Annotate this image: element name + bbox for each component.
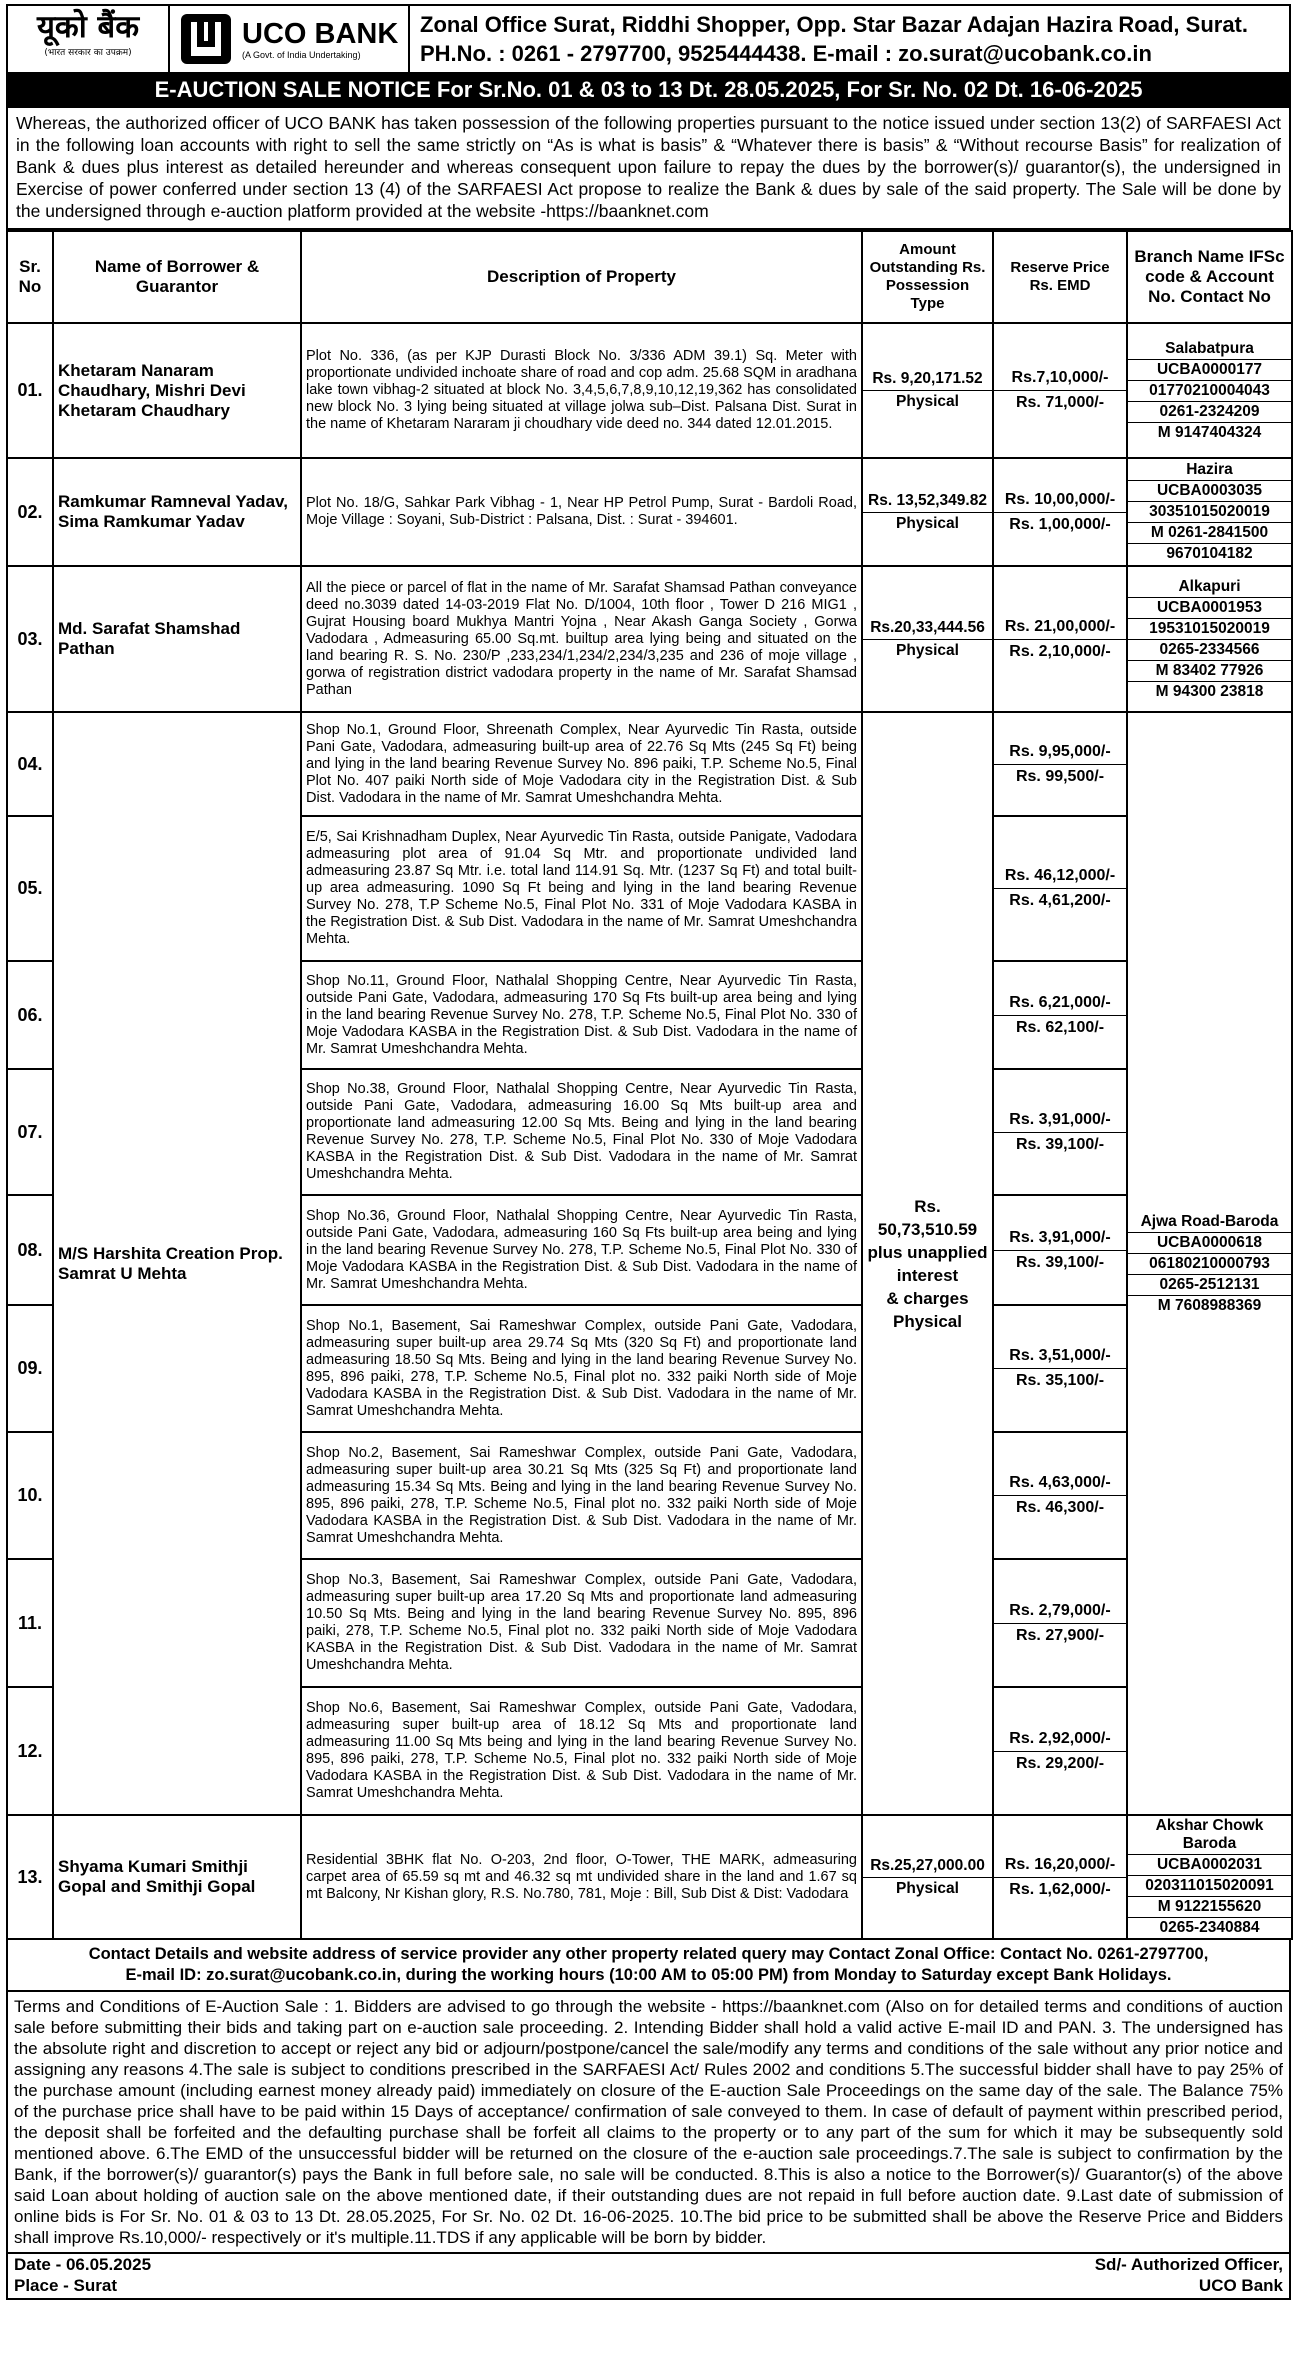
property-description: Shop No.38, Ground Floor, Nathalal Shopping Centre, Near Ayurvedic Tin Rasta, outside Pani Gate, Vadodara, admeasuring 16.00 Sq Mts built-up area and proportionate land admeasuring 12.00 Sq Mts. Being and lying in the land bearing Revenue Survey No. 278, T.P. Scheme No.5, Final Plot No. 330 of Moje Vadodara KASBA in the Registration Dist. & Sub Dist. Vadodara in the name of Mr. Samrat Umeshchandra Mehta. — [301, 1069, 862, 1195]
branch-line: 0265-2334566 — [1128, 640, 1291, 661]
emd: Rs. 1,00,000/- — [1009, 515, 1111, 533]
property-description: Shop No.36, Ground Floor, Nathalal Shopping Centre, Near Ayurvedic Tin Rasta, outside Pani Gate, Vadodara, admeasuring 160 Sq Fts built-up area being and lying in the land bearing Revenue Survey No. 278, T.P. Scheme No.5, Final Plot No. 330 of Moje Vadodara KASBA in the Registration Dist. & Sub Dist. Vadodara in the name of Mr. Samrat Umeshchandra Mehta. — [301, 1195, 862, 1305]
col-amount: Amount Outstanding Rs. Possession Type — [862, 231, 993, 323]
sr-no: 01. — [7, 323, 53, 458]
amount-cell — [862, 323, 993, 458]
reserve-price: Rs. 10,00,000/- — [994, 488, 1126, 513]
emd: Rs. 2,10,000/- — [1009, 642, 1111, 660]
reserve-price: Rs. 46,12,000/- — [994, 864, 1126, 889]
branch-line: Akshar Chowk Baroda — [1128, 1816, 1291, 1855]
intro-paragraph: Whereas, the authorized officer of UCO BANK has taken possession of the following properties pursuant to the notice issued under section 13(2) of SARFAESI Act in the following loan accounts with right to sell the same strictly on “As is what is basis” & “Whatever there is basis” & “Without recourse Basis” for realization of Bank & dues plus interest as detailed hereunder and whereas consequent upon failure to repay the dues by the borrower(s)/ guarantor(s), the undersigned in Exercise of power conferred under section 13 (4) of the SARFAESI Act propose to realize the Bank & dues by sale of the said property. The Sale will be done by the undersigned through e-auction platform provided at the website -https://baanknet.com — [6, 108, 1291, 230]
possession-type: Physical — [896, 393, 959, 410]
sr-no: 03. — [7, 566, 53, 712]
possession-type: Physical — [896, 514, 959, 532]
branch-cell — [1127, 712, 1292, 1815]
branch-cell — [1127, 1815, 1292, 1939]
branch-line: 06180210000793 — [1128, 1254, 1291, 1275]
reserve-price: Rs. 3,91,000/- — [994, 1108, 1126, 1133]
table-row — [7, 712, 1292, 816]
emd: Rs. 46,300/- — [1015, 1499, 1105, 1516]
property-description: Residential 3BHK flat No. O-203, 2nd floor, O-Tower, THE MARK, admeasuring carpet area of 65.59 sq mt and 46.32 sq mt undivided share in the land and 1.67 sq mt Balcony, Nr Kishan glory, R.S. No.780, 781, Moje : Bill, Sub Dist & Dist: Vadodara — [301, 1815, 862, 1939]
reserve-cell — [993, 1305, 1127, 1432]
branch-line: M 9122155620 — [1128, 1897, 1291, 1918]
bank-name: UCO BANK — [242, 18, 399, 50]
branch-cell — [1127, 323, 1292, 458]
sr-no: 02. — [7, 458, 53, 566]
branch-line: Hazira — [1128, 460, 1291, 481]
branch-line: M 9147404324 — [1157, 423, 1262, 441]
group-amount-line: Rs. — [914, 1196, 941, 1216]
branch-line: M 0261-2841500 — [1128, 523, 1291, 544]
branch-line: 0265-2340884 — [1159, 1919, 1260, 1936]
reserve-cell — [993, 961, 1127, 1069]
property-description: Plot No. 336, (as per KJP Durasti Block No. 3/336 ADM 39.1) Sq. Meter with proportionate undivided inchoate share of road and cop adm. 25.68 SQM in aradhana lake town vibhag-2 situated at block No. 3,4,5,6,7,8,9,10,12,19,362 has consolidated new block No. 3 lying being situated at village jolwa sub–Dist. Palsana Dist. Surat in the name of Khetaram Nararam ji choudhary vide deed no. 344 dated 12.01.2015. — [301, 323, 862, 458]
reserve-cell — [993, 1559, 1127, 1687]
reserve-cell — [993, 323, 1127, 458]
amount-cell — [862, 566, 993, 712]
branch-line: UCBA0000618 — [1128, 1233, 1291, 1254]
sr-no: 12. — [7, 1687, 53, 1815]
signature-line-1: Sd/- Authorized Officer, — [1094, 2255, 1283, 2274]
hindi-logo — [8, 6, 170, 72]
reserve-price: Rs.7,10,000/- — [994, 366, 1126, 391]
reserve-cell — [993, 458, 1127, 566]
reserve-price: Rs. 3,51,000/- — [994, 1344, 1126, 1369]
property-description: All the piece or parcel of flat in the name of Mr. Sarafat Shamsad Pathan conveyance deed no.3039 dated 14-03-2019 Flat No. D/1004, 10th floor , Tower D 216 MIG1 , Gujrat Housing board Mukhya Mantri Yojna , Near Akash Ganga Society , Gorwa Vadodara , Admeasuring 65.00 Sq.mt. builtup area lying being and situated on the land bearing R. S. No. 230/P ,233,234/1,234/2,234/3,235 and 236 of moje village , gorwa of registration district vadodara property in the name of Mr. Sarafat Shamsad Pathan — [301, 566, 862, 712]
borrower-name: Md. Sarafat Shamshad Pathan — [53, 566, 301, 712]
branch-line: M 7608988369 — [1157, 1296, 1262, 1314]
group-amount-line: 50,73,510.59 — [877, 1219, 978, 1239]
sr-no: 04. — [7, 712, 53, 816]
branch-cell — [1127, 458, 1292, 566]
table-row — [7, 1815, 1292, 1939]
emd: Rs. 71,000/- — [1015, 394, 1105, 411]
borrower-name: Khetaram Nanaram Chaudhary, Mishri Devi Khetaram Chaudhary — [53, 323, 301, 458]
reserve-cell — [993, 566, 1127, 712]
emd: Rs. 27,900/- — [1015, 1626, 1105, 1644]
office-address — [410, 6, 1289, 72]
table-row — [7, 566, 1292, 712]
amount-outstanding: Rs. 13,52,349.82 — [863, 490, 992, 513]
reserve-price: Rs. 16,20,000/- — [994, 1853, 1126, 1878]
group-amount-line: plus unapplied — [867, 1242, 988, 1262]
amount-outstanding: Rs.20,33,444.56 — [863, 617, 992, 640]
amount-outstanding: Rs. 9,20,171.52 — [863, 368, 992, 391]
reserve-cell — [993, 816, 1127, 961]
address-line-1: Zonal Office Surat, Riddhi Shopper, Opp. Star Bazar Adajan Hazira Road, Surat. — [420, 12, 1248, 37]
group-possession-type: Physical — [893, 1311, 962, 1331]
notice-title: E-AUCTION SALE NOTICE For Sr.No. 01 & 03 to 13 Dt. 28.05.2025, For Sr. No. 02 Dt. 16-06-2025 — [6, 72, 1291, 108]
emd: Rs. 35,100/- — [1015, 1372, 1105, 1389]
sr-no: 06. — [7, 961, 53, 1069]
sr-no: 05. — [7, 816, 53, 961]
notice-page — [6, 4, 1291, 2300]
emd: Rs. 1,62,000/- — [1009, 1880, 1111, 1898]
contact-details — [6, 1940, 1291, 1992]
borrower-name: Shyama Kumari Smithji Gopal and Smithji Gopal — [53, 1815, 301, 1939]
reserve-price: Rs. 2,79,000/- — [994, 1599, 1126, 1624]
branch-line: 30351015020019 — [1128, 502, 1291, 523]
hindi-bank-name: यूको बैंक — [36, 9, 140, 45]
notice-date: Date - 06.05.2025 — [14, 2255, 152, 2274]
table-row — [7, 458, 1292, 566]
col-borrower: Name of Borrower & Guarantor — [53, 231, 301, 323]
group-amount-line: interest — [896, 1265, 959, 1285]
branch-line: Ajwa Road-Baroda — [1128, 1212, 1291, 1233]
branch-line: UCBA0003035 — [1128, 481, 1291, 502]
amount-outstanding: Rs.25,27,000.00 — [863, 1855, 992, 1878]
branch-line: Salabatpura — [1128, 339, 1291, 360]
col-sr: Sr. No — [7, 231, 53, 323]
properties-table — [6, 230, 1293, 1940]
property-description: Shop No.2, Basement, Sai Rameshwar Complex, outside Pani Gate, Vadodara, admeasuring super built-up area 30.21 Sq Mts (325 Sq Ft) and proportionate land admeasuring 15.34 Sq Mts. Being and lying in the land bearing Revenue Survey No. 895, 896 paiki, 278, T.P. Scheme No.5, Final plot no. 332 paiki North side of Moje Vadodara KASBA in the Registration Dist. & Sub Dist. Vadodara in the name of Mr. Samrat Umeshchandra Mehta. — [301, 1432, 862, 1559]
branch-line: 19531015020019 — [1128, 619, 1291, 640]
contact-line-2: E-mail ID: zo.surat@ucobank.co.in, during the working hours (10:00 AM to 05:00 PM) from Monday to Saturday except Bank Holidays. — [125, 1966, 1172, 1984]
borrower-name: M/S Harshita Creation Prop. Samrat U Mehta — [53, 712, 301, 1815]
branch-line: 0261-2324209 — [1128, 402, 1291, 423]
branch-line: UCBA0000177 — [1128, 360, 1291, 381]
reserve-cell — [993, 1815, 1127, 1939]
bank-tagline: (A Govt. of India Undertaking) — [242, 50, 361, 60]
borrower-name: Ramkumar Ramneval Yadav, Sima Ramkumar Yadav — [53, 458, 301, 566]
reserve-price: Rs. 6,21,000/- — [994, 991, 1126, 1016]
reserve-price: Rs. 4,63,000/- — [994, 1471, 1126, 1496]
branch-line: Alkapuri — [1128, 577, 1291, 598]
col-reserve: Reserve Price Rs. EMD — [993, 231, 1127, 323]
property-description: Plot No. 18/G, Sahkar Park Vibhag - 1, Near HP Petrol Pump, Surat - Bardoli Road, Moje Village : Soyani, Sub-District : Palsana, Dist. : Surat - 394601. — [301, 458, 862, 566]
property-description: Shop No.1, Ground Floor, Shreenath Complex, Near Ayurvedic Tin Rasta, outside Pani Gate, Vadodara, admeasuring built-up area of 22.76 Sq Mts (245 Sq Ft) being and lying in the land bearing Revenue Survey No. 896 paiki, T.P. Scheme No.5, Final Plot No. 407 paiki North side of Moje Vadodara city in the Registration Dist. & Sub Dist. Vadodara in the name of Mr. Samrat Umeshchandra Mehta. — [301, 712, 862, 816]
footer — [6, 2254, 1291, 2300]
emd: Rs. 29,200/- — [1015, 1754, 1105, 1772]
amount-cell — [862, 458, 993, 566]
reserve-price: Rs. 21,00,000/- — [994, 615, 1126, 640]
sr-no: 07. — [7, 1069, 53, 1195]
sr-no: 13. — [7, 1815, 53, 1939]
branch-line: UCBA0001953 — [1128, 598, 1291, 619]
bank-logo — [170, 6, 410, 72]
sr-no: 10. — [7, 1432, 53, 1559]
emd: Rs. 99,500/- — [1015, 767, 1105, 785]
terms-and-conditions: Terms and Conditions of E-Auction Sale : 1. Bidders are advised to go through the website - https://baanknet.com (Also on for detailed terms and conditions of auction sale before submitting their bids and taking part on e-auction sale proceeding. 2. Intending Bidder shall hold a valid active E-mail ID and PAN. 3. The undersigned has the absolute right and discretion to accept or reject any bid or adjourn/postpone/cancel the sale/modify any terms and conditions of the sale without any prior notice and assigning any reasons 4.The sale is subject to conditions prescribed in the SARFAESI Act/ Rules 2002 and conditions 5.The successful bidder shall have to pay 25% of the purchase amount (including earnest money already paid) immediately on closure of the E-auction Sale Proceedings on the same day of the sale. The Balance 75% of the purchase price shall have to be paid within 15 Days of acceptance/ confirmation of sale conveyed to them. In case of default of payment within prescribed period, the deposit shall be forfeited and the defaulting purchase shall be forfeit all claims to the property or to any part of the sum for which it may be subsequently sold mentioned above. 6.The EMD of the unsuccessful bidder will be returned on the closure of the e-auction sale proceedings.7.The sale is subject to confirmation by the Bank, if the borrower(s)/ guarantor(s) pays the Bank in full before sale, no sale will be conducted. 8.This is also a notice to the Borrower(s)/ Guarantor(s) of the above said Loan about holding of auction sale on the above mentioned date, if their outstanding dues are not repaid in full before auction date. 9.Last date of submission of online bids is For Sr. No. 01 & 03 to 13 Dt. 28.05.2025, For Sr. No. 02 Dt. 16-06-2025. 10.The bid price to be submitted shall be above the Reserve Price and Bidders shall improve Rs.10,000/- respectively or it's multiple.11.TDS if any applicable will be born by bidder. — [6, 1992, 1291, 2254]
branch-line: 01770210004043 — [1128, 381, 1291, 402]
sr-no: 11. — [7, 1559, 53, 1687]
reserve-cell — [993, 1687, 1127, 1815]
uco-bank-logo-icon — [178, 11, 234, 67]
reserve-cell — [993, 712, 1127, 816]
emd: Rs. 39,100/- — [1015, 1135, 1105, 1153]
emd: Rs. 62,100/- — [1015, 1018, 1105, 1036]
reserve-price: Rs. 9,95,000/- — [994, 740, 1126, 765]
property-description: Shop No.11, Ground Floor, Nathalal Shopping Centre, Near Ayurvedic Tin Rasta, outside Pani Gate, Vadodara, admeasuring 170 Sq Fts built-up area being and lying in the land bearing Revenue Survey No. 278, T.P. Scheme No.5, Final Plot No. 330 of Moje Vadodara KASBA in the Registration Dist. & Sub Dist. Vadodara in the name of Mr. Samrat Umeshchandra Mehta. — [301, 961, 862, 1069]
property-description: E/5, Sai Krishnadham Duplex, Near Ayurvedic Tin Rasta, outside Panigate, Vadodara admeasuring plot area of 91.04 Sq Mtr. and proportionate undivided land admeasuring 23.87 Sq Mtr. i.e. total land 114.91 Sq. Mtr. (1237 Sq Ft) and total built-up area admeasuring. 1090 Sq Ft being and lying in the land bearing Revenue Survey No. 278, T.P Scheme No.5, Final Plot No. 331 of Moje Vadodara KASBA in the Registration Dist. & Sub Dist. Vadodara in the name of Mr. Samrat Umeshchandra Mehta. — [301, 816, 862, 961]
group-amount-line: & charges — [886, 1288, 969, 1308]
emd: Rs. 4,61,200/- — [1009, 892, 1111, 909]
reserve-price: Rs. 2,92,000/- — [994, 1727, 1126, 1752]
branch-line: UCBA0002031 — [1128, 1855, 1291, 1876]
amount-cell — [862, 1815, 993, 1939]
reserve-cell — [993, 1069, 1127, 1195]
branch-cell — [1127, 566, 1292, 712]
header — [6, 4, 1291, 72]
notice-place: Place - Surat — [14, 2276, 117, 2295]
reserve-cell — [993, 1195, 1127, 1305]
property-description: Shop No.6, Basement, Sai Rameshwar Complex, outside Pani Gate, Vadodara, admeasuring super built-up area of 18.12 Sq Mts and proportionate land admeasuring 11.00 Sq Mts being and lying in the land bearing Revenue Survey No. 895, 896 paiki, 278, T.P. Scheme No.5, Final plot no. 332 paiki North side of Moje Vadodara KASBA in the Registration Dist. & Sub Dist. Vadodara in the name of Mr. Samrat Umeshchandra Mehta. — [301, 1687, 862, 1815]
sr-no: 09. — [7, 1305, 53, 1432]
possession-type: Physical — [896, 641, 959, 659]
branch-line: M 94300 23818 — [1155, 682, 1264, 700]
hindi-tagline: (भारत सरकार का उपक्रम) — [44, 48, 132, 58]
contact-line-1: Contact Details and website address of service provider any other property related query may Contact Zonal Office: Contact No. 0261-2797700, — [88, 1945, 1209, 1963]
table-row — [7, 323, 1292, 458]
branch-line: 9670104182 — [1166, 545, 1253, 562]
branch-line: M 83402 77926 — [1128, 661, 1291, 682]
emd: Rs. 39,100/- — [1015, 1253, 1105, 1271]
branch-line: 0265-2512131 — [1128, 1275, 1291, 1296]
group-amount-cell — [862, 712, 993, 1815]
property-description: Shop No.3, Basement, Sai Rameshwar Complex, outside Pani Gate, Vadodara, admeasuring super built-up area 17.20 Sq Mts and proportionate land admeasuring 10.50 Sq Mts. Being and lying in the land bearing Revenue Survey No. 895, 896 paiki, 278, T.P. Scheme No.5, Final plot no. 332 paiki North side of Moje Vadodara KASBA in the Registration Dist. & Sub Dist. Vadodara in the name of Mr. Samrat Umeshchandra Mehta. — [301, 1559, 862, 1687]
reserve-price: Rs. 3,91,000/- — [994, 1226, 1126, 1251]
reserve-cell — [993, 1432, 1127, 1559]
sr-no: 08. — [7, 1195, 53, 1305]
col-description: Description of Property — [301, 231, 862, 323]
col-branch: Branch Name IFSc code & Account No. Contact No — [1127, 231, 1292, 323]
branch-line: 020311015020091 — [1128, 1876, 1291, 1897]
address-line-2: PH.No. : 0261 - 2797700, 9525444438. E-mail : zo.surat@ucobank.co.in — [420, 41, 1152, 66]
possession-type: Physical — [896, 1879, 959, 1897]
signature-line-2: UCO Bank — [1198, 2276, 1283, 2295]
property-description: Shop No.1, Basement, Sai Rameshwar Complex, outside Pani Gate, Vadodara, admeasuring super built-up area 29.74 Sq Mts (320 Sq Ft) and proportionate land admeasuring 18.50 Sq Mts. Being and lying in the land bearing Revenue Survey No. 895, 896 paiki, 278, T.P. Scheme No.5, Final plot no. 332 paiki North side of Moje Vadodara KASBA in the Registration Dist. & Sub Dist. Vadodara in the name of Mr. Samrat Umeshchandra Mehta. — [301, 1305, 862, 1432]
